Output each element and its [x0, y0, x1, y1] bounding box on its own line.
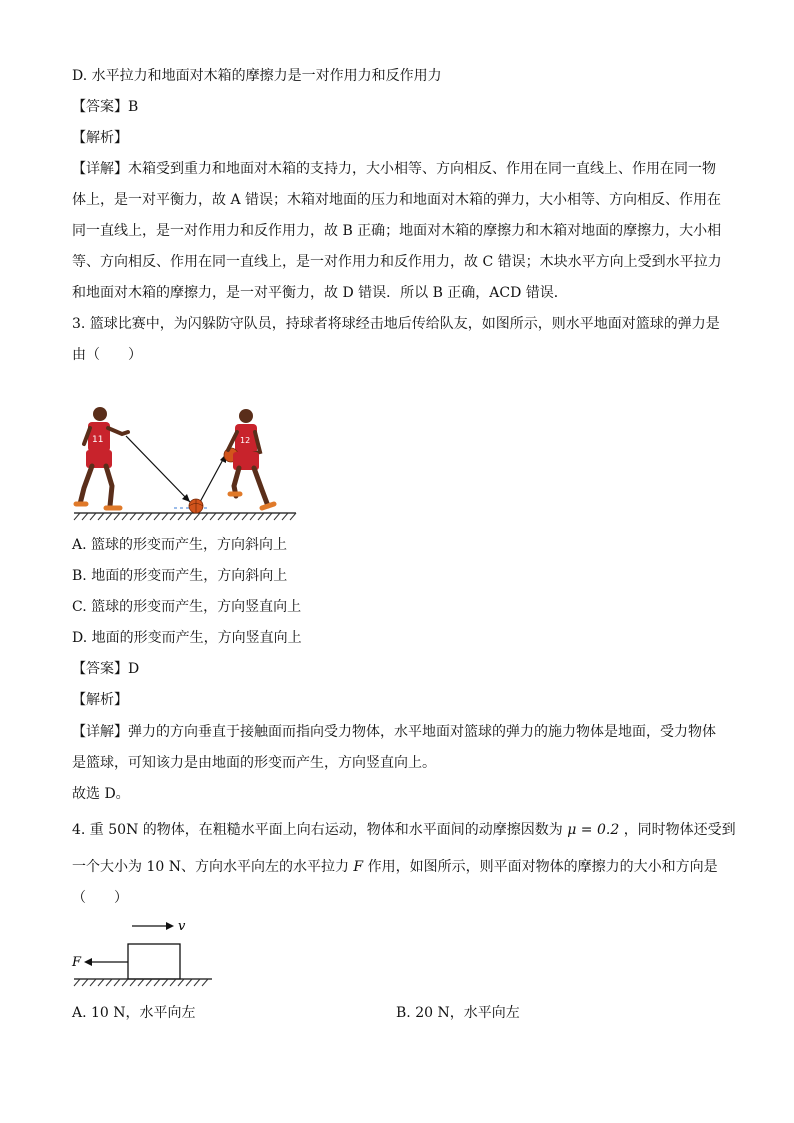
q4-option-b: B. 20 N，水平向左: [396, 1005, 520, 1021]
velocity-label: v: [178, 919, 186, 934]
q3-option-d: D. 地面的形变而产生，方向竖直向上: [72, 630, 302, 646]
player-left-number: 11: [92, 435, 104, 445]
q3-option-b: B. 地面的形变而产生，方向斜向上: [72, 568, 288, 584]
player-right-number: 12: [240, 436, 251, 445]
q2-detail-line: 体上，是一对平衡力，故 A 错误；木箱对地面的压力和地面对木箱的弹力，大小相等、方向相反、作用在: [72, 192, 722, 208]
force-arrowhead: [84, 958, 92, 966]
q2-option-d: D. 水平拉力和地面对木箱的摩擦力是一对作用力和反作用力: [72, 68, 442, 84]
q4-stem-text: 作用，如图所示，则平面对物体的摩擦力的大小和方向是: [367, 859, 718, 875]
q3-analysis-heading: 【解析】: [72, 692, 128, 708]
q3-option-a: A. 篮球的形变而产生，方向斜向上: [72, 537, 288, 553]
q4-stem-line-3: （ ）: [72, 890, 128, 906]
q2-detail-line: 同一直线上，是一对作用力和反作用力，故 B 正确；地面对木箱的摩擦力和木箱对地面的摩擦力，大小相: [72, 223, 722, 239]
q4-stem-line-1: [72, 820, 736, 840]
mu-expression: μ = 0.2: [567, 822, 620, 838]
q4-option-a: A. 10 N，水平向左: [72, 1005, 196, 1021]
ground-hatching: [74, 979, 208, 986]
q3-conclusion: 故选 D。: [72, 786, 130, 802]
block: [128, 944, 180, 979]
ground-hatching: [74, 513, 296, 520]
q3-stem-line: 3. 篮球比赛中，为闪躲防守队员，持球者将球经击地后传给队友，如图所示，则水平地面对篮球的弹力是: [72, 316, 720, 332]
q3-option-c: C. 篮球的形变而产生，方向竖直向上: [72, 599, 302, 615]
q3-detail-line: 是篮球，可知该力是由地面的形变而产生，方向竖直向上。: [72, 755, 436, 771]
force-symbol: F: [353, 859, 364, 875]
q3-detail-line: 【详解】弹力的方向垂直于接触面而指向受力物体，水平地面对篮球的弹力的施力物体是地面，受力物体: [72, 724, 716, 740]
q2-detail-line: 等、方向相反、作用在同一直线上，是一对作用力和反作用力，故 C 错误；木块水平方向上受到水平拉力: [72, 254, 722, 270]
q4-stem-text: 4. 重 50N 的物体，在粗糙水平面上向右运动，物体和水平面间的动摩擦因数为: [72, 822, 563, 838]
incoming-path-line: [126, 436, 190, 502]
player-right: [224, 409, 274, 508]
velocity-arrowhead: [166, 922, 174, 930]
outgoing-path-line: [200, 454, 226, 502]
q2-detail-line: 和地面对木箱的摩擦力，是一对平衡力，故 D 错误．所以 B 正确，ACD 错误．: [72, 285, 568, 301]
q2-analysis-heading: 【解析】: [72, 130, 128, 146]
q3-answer: 【答案】D: [72, 661, 140, 677]
q2-answer: 【答案】B: [72, 99, 139, 115]
q3-stem-line: 由（ ）: [72, 347, 142, 363]
q4-stem-text: ，同时物体还受到: [623, 822, 736, 838]
basketball-bounce-pass-figure: [70, 400, 300, 522]
q4-stem-line-2: [72, 857, 718, 877]
player-left: [76, 407, 128, 508]
q2-detail-line: 【详解】木箱受到重力和地面对木箱的支持力，大小相等、方向相反、作用在同一直线上、作用在同一物: [72, 161, 716, 177]
block-force-figure: [70, 916, 220, 992]
force-label: F: [72, 955, 82, 970]
q4-stem-text: 一个大小为 10 N、方向水平向左的水平拉力: [72, 859, 349, 875]
